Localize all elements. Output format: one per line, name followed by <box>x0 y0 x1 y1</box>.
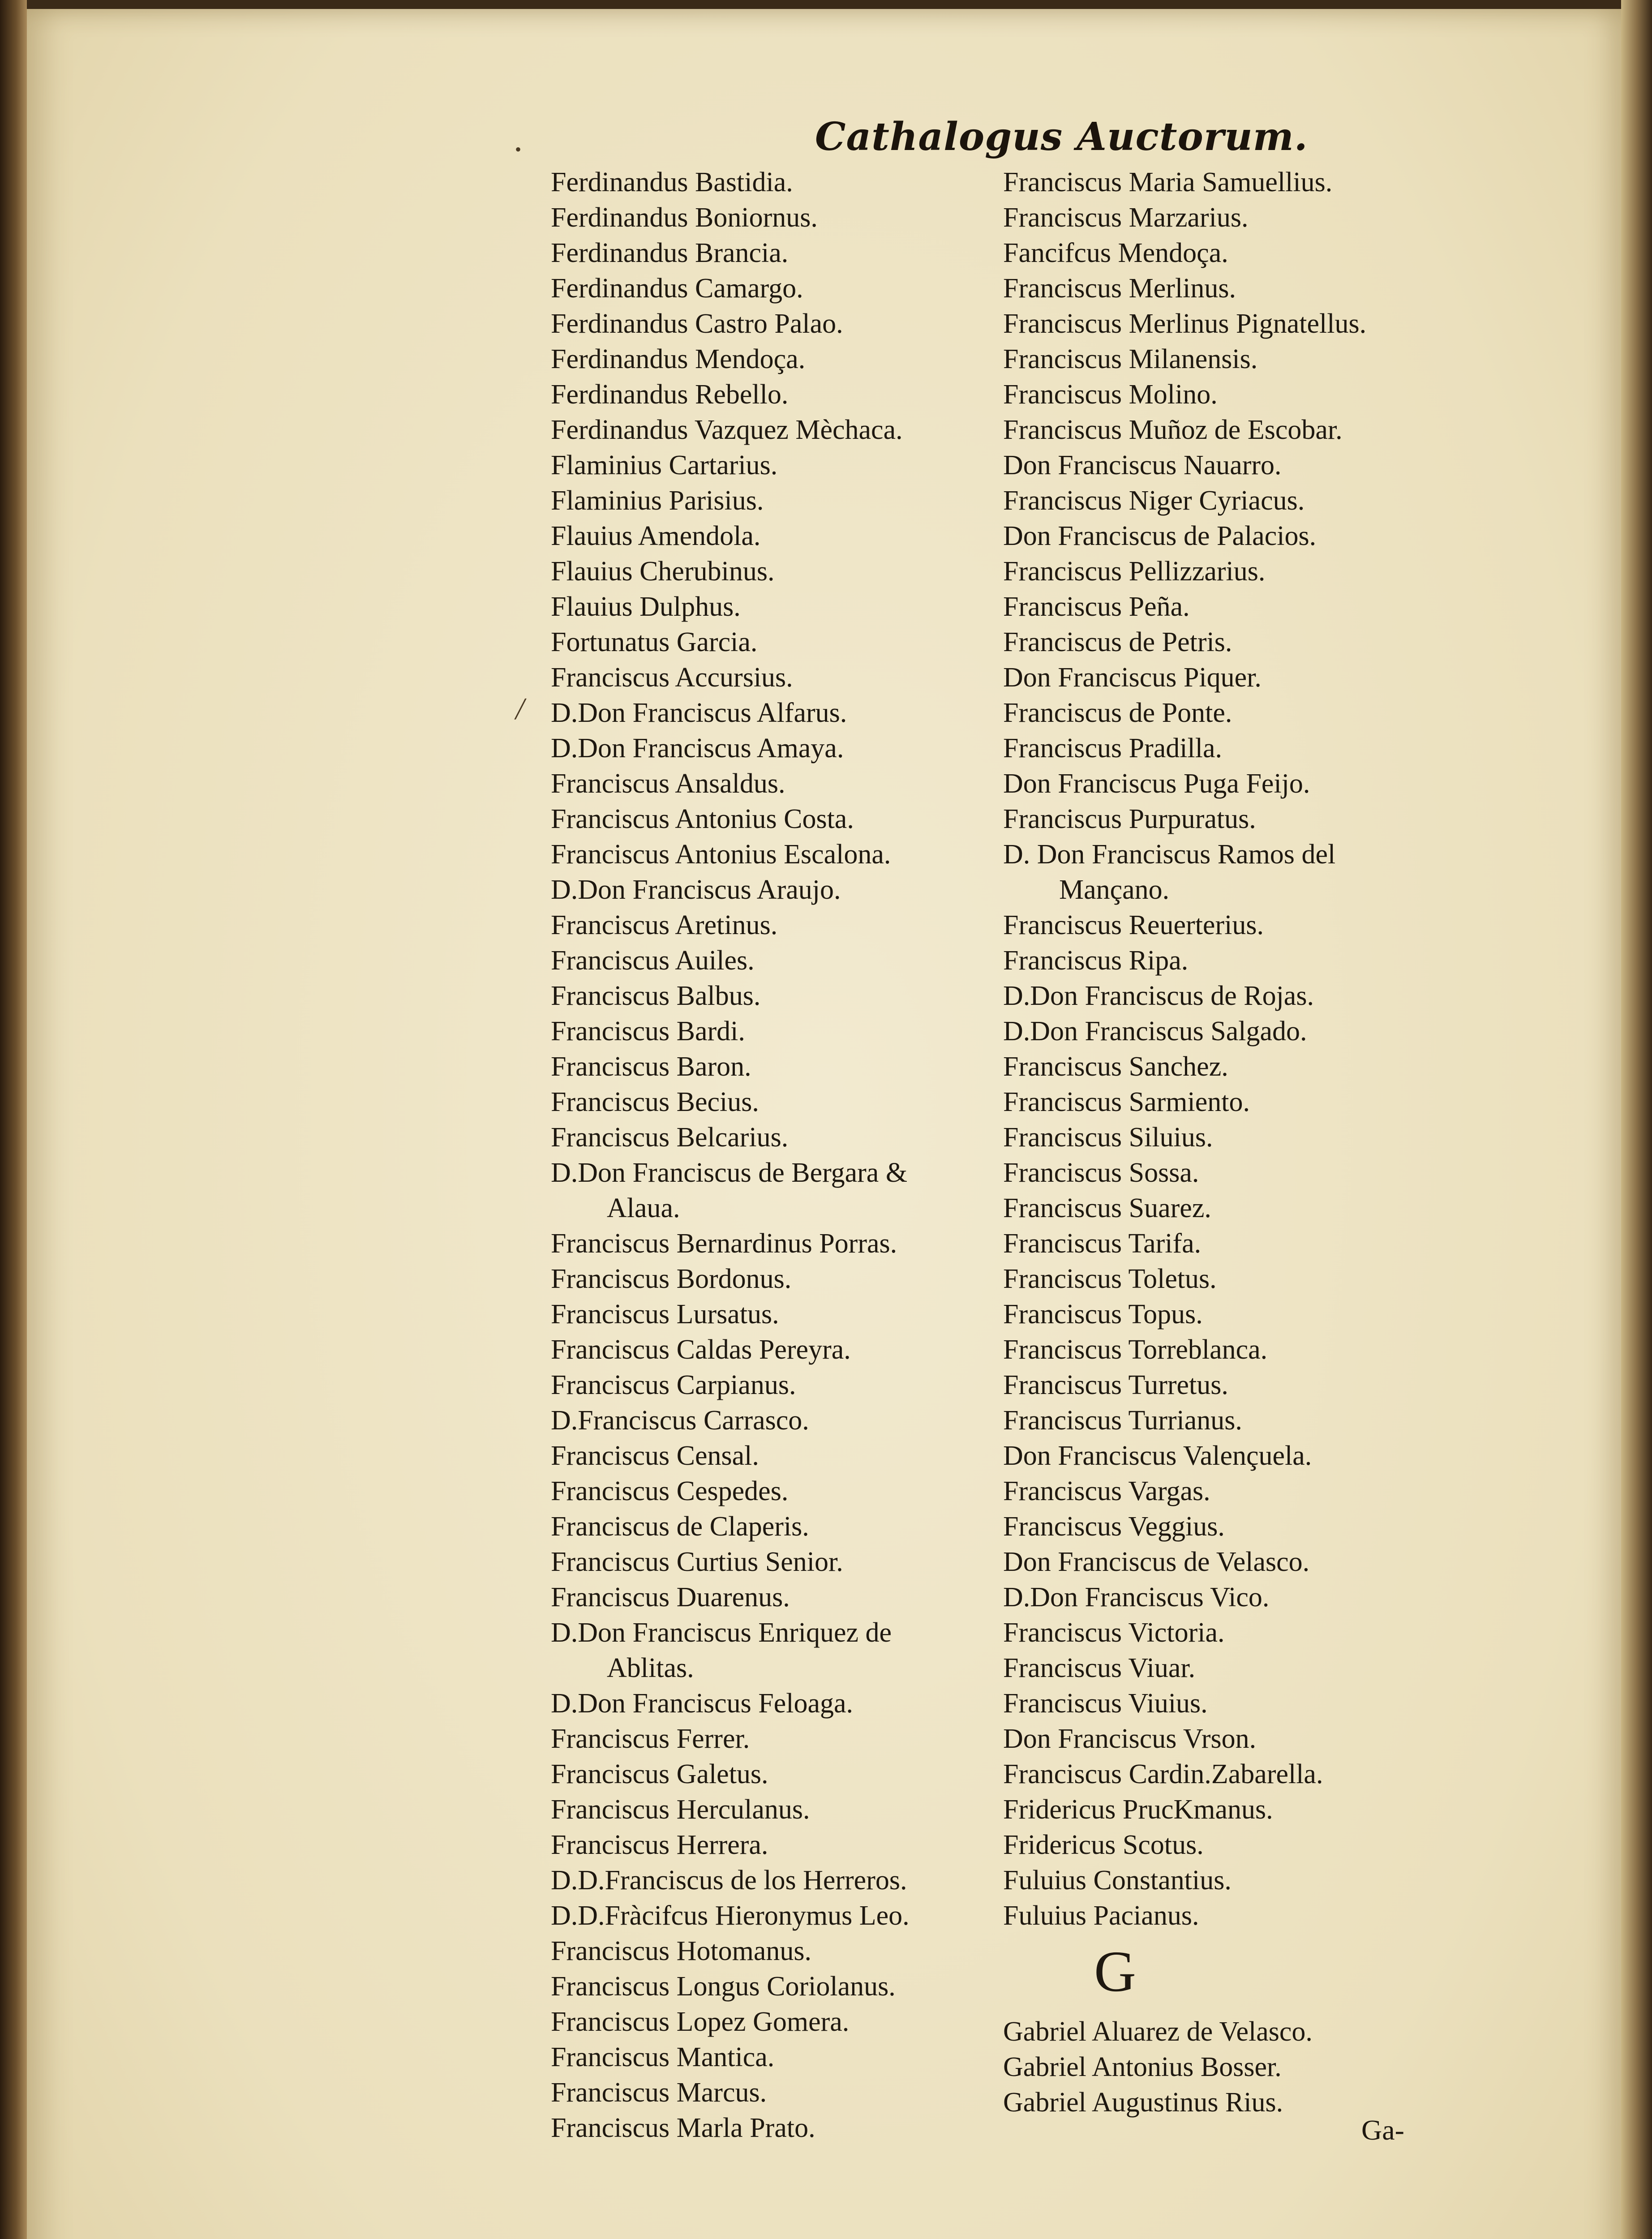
running-title: Cathalogus Auctorum. <box>815 114 1308 159</box>
author-entry: Franciscus Victoria. <box>1003 1617 1225 1648</box>
author-entry: Franciscus Sarmiento. <box>1003 1087 1250 1117</box>
author-entry: Ferdinandus Brancia. <box>551 238 789 268</box>
author-entry: Franciscus Vargas. <box>1003 1476 1210 1506</box>
author-entry: Franciscus Antonius Costa. <box>551 804 854 834</box>
author-entry: Franciscus Suarez. <box>1003 1193 1211 1223</box>
author-entry: Franciscus Marzarius. <box>1003 202 1249 233</box>
left-column <box>551 165 990 2146</box>
author-entry: Franciscus Niger Cyriacus. <box>1003 485 1305 516</box>
author-entry: D.Don Franciscus Feloaga. <box>551 1688 853 1719</box>
author-entry: Fuluius Pacianus. <box>1003 1900 1199 1931</box>
author-entry: D.Don Franciscus Salgado. <box>1003 1016 1307 1047</box>
author-entry: Franciscus Cardin.Zabarella. <box>1003 1759 1323 1789</box>
author-entry: Franciscus Merlinus Pignatellus. <box>1003 309 1367 339</box>
author-entry: D.D.Franciscus de los Herreros. <box>551 1865 907 1896</box>
author-entry: D.Don Franciscus Araujo. <box>551 875 841 905</box>
author-entry: Franciscus Belcarius. <box>551 1122 789 1153</box>
author-entry: Franciscus Caldas Pereyra. <box>551 1334 851 1365</box>
author-entry: Franciscus Lursatus. <box>551 1299 779 1330</box>
author-entry: Franciscus Lopez Gomera. <box>551 2007 850 2037</box>
author-entry: Don Franciscus Valençuela. <box>1003 1441 1312 1471</box>
author-entry: Franciscus Auiles. <box>551 945 755 976</box>
author-entry: Franciscus Turretus. <box>1003 1370 1228 1400</box>
author-entry: Franciscus Carpianus. <box>551 1370 796 1400</box>
author-entry: Franciscus Cespedes. <box>551 1476 789 1506</box>
author-entry: Gabriel Antonius Bosser. <box>1003 2052 1282 2082</box>
author-entry: Flauius Amendola. <box>551 521 761 551</box>
author-entry: Ferdinandus Bastidia. <box>551 167 793 197</box>
author-entry: Franciscus Siluius. <box>1003 1122 1213 1153</box>
author-entry: Don Franciscus Piquer. <box>1003 662 1262 693</box>
author-entry: Ferdinandus Camargo. <box>551 273 803 304</box>
author-entry: Franciscus Molino. <box>1003 379 1218 410</box>
author-entry: Franciscus de Claperis. <box>551 1511 809 1542</box>
author-entry: Franciscus Bernardinus Porras. <box>551 1228 897 1259</box>
author-entry: Franciscus Marla Prato. <box>551 2113 815 2143</box>
page-edge <box>1621 0 1652 2239</box>
ink-mark: ╱ <box>515 699 526 719</box>
author-entry: Franciscus Peña. <box>1003 592 1190 622</box>
author-entry: Franciscus Veggius. <box>1003 1511 1225 1542</box>
author-entry: Franciscus Galetus. <box>551 1759 768 1789</box>
author-entry: Fridericus PrucKmanus. <box>1003 1794 1273 1825</box>
author-entry: Franciscus Viuar. <box>1003 1653 1196 1683</box>
author-entry: Fortunatus Garcia. <box>551 627 758 657</box>
author-entry: Fuluius Constantius. <box>1003 1865 1231 1896</box>
author-entry: D. Don Franciscus Ramos del <box>1003 839 1336 870</box>
author-entry: Franciscus Sanchez. <box>1003 1051 1228 1082</box>
author-entry: Franciscus Muñoz de Escobar. <box>1003 415 1343 445</box>
author-entry: Franciscus Balbus. <box>551 981 761 1011</box>
author-entry: D.Don Franciscus Vico. <box>1003 1582 1270 1613</box>
author-entry: Gabriel Augustinus Rius. <box>1003 2087 1283 2118</box>
author-entry: Franciscus Turrianus. <box>1003 1405 1242 1436</box>
author-entry: Flauius Cherubinus. <box>551 556 775 587</box>
author-entry: Don Franciscus de Palacios. <box>1003 521 1317 551</box>
author-entry: Franciscus Ferrer. <box>551 1724 750 1754</box>
catchword: Ga- <box>1361 2114 1404 2146</box>
author-entry: D.Don Franciscus de Bergara & <box>551 1158 908 1188</box>
author-entry: Franciscus Bardi. <box>551 1016 745 1047</box>
author-entry: Don Franciscus Puga Feijo. <box>1003 768 1310 799</box>
author-entry: Franciscus Longus Coriolanus. <box>551 1971 896 2002</box>
author-entry: Franciscus Aretinus. <box>551 910 778 940</box>
author-entry: Ferdinandus Castro Palao. <box>551 309 843 339</box>
author-entry: Franciscus Bordonus. <box>551 1264 792 1294</box>
author-entry: Franciscus Sossa. <box>1003 1158 1199 1188</box>
author-entry: Franciscus Purpuratus. <box>1003 804 1256 834</box>
author-entry: Gabriel Aluarez de Velasco. <box>1003 2016 1313 2047</box>
author-entry: Franciscus Pellizzarius. <box>1003 556 1266 587</box>
author-entry: Don Franciscus de Velasco. <box>1003 1547 1310 1577</box>
author-entry: Franciscus Maria Samuellius. <box>1003 167 1333 197</box>
author-entry: Franciscus Torreblanca. <box>1003 1334 1268 1365</box>
author-entry: Franciscus Hotomanus. <box>551 1936 812 1966</box>
author-entry: Alaua. <box>607 1193 680 1223</box>
author-entry: Franciscus Topus. <box>1003 1299 1203 1330</box>
author-entry: Franciscus Becius. <box>551 1087 759 1117</box>
right-column <box>1003 165 1451 2120</box>
author-entry: D.D.Fràcifcus Hieronymus Leo. <box>551 1900 910 1931</box>
author-entry: Franciscus Ansaldus. <box>551 768 785 799</box>
author-entry: Franciscus de Petris. <box>1003 627 1232 657</box>
author-entry: Franciscus Antonius Escalona. <box>551 839 891 870</box>
author-entry: Franciscus Censal. <box>551 1441 759 1471</box>
author-entry: Franciscus Herculanus. <box>551 1794 810 1825</box>
author-entry: Franciscus de Ponte. <box>1003 698 1232 728</box>
author-entry: Flaminius Cartarius. <box>551 450 778 480</box>
author-entry: Franciscus Duarenus. <box>551 1582 790 1613</box>
author-entry: Franciscus Marcus. <box>551 2077 767 2108</box>
author-entry: Franciscus Curtius Senior. <box>551 1547 843 1577</box>
author-entry: Franciscus Baron. <box>551 1051 751 1082</box>
author-entry: D.Don Franciscus Alfarus. <box>551 698 847 728</box>
author-entry: Ferdinandus Boniornus. <box>551 202 818 233</box>
author-entry: Franciscus Toletus. <box>1003 1264 1217 1294</box>
author-entry: Fancifcus Mendoça. <box>1003 238 1228 268</box>
author-entry: D.Don Franciscus Amaya. <box>551 733 844 763</box>
author-entry: Don Franciscus Vrson. <box>1003 1724 1257 1754</box>
author-entry: D.Don Franciscus Enriquez de <box>551 1617 892 1648</box>
author-entry: Franciscus Tarifa. <box>1003 1228 1201 1259</box>
author-entry: Franciscus Viuius. <box>1003 1688 1208 1719</box>
author-entry: Fridericus Scotus. <box>1003 1830 1204 1860</box>
author-entry: Franciscus Accursius. <box>551 662 793 693</box>
author-entry: Franciscus Milanensis. <box>1003 344 1258 374</box>
author-entry: Flauius Dulphus. <box>551 592 741 622</box>
author-entry: Franciscus Merlinus. <box>1003 273 1236 304</box>
author-entry: Don Franciscus Nauarro. <box>1003 450 1282 480</box>
author-entry: Franciscus Herrera. <box>551 1830 768 1860</box>
author-entry: Franciscus Mantica. <box>551 2042 775 2072</box>
author-entry: D.Franciscus Carrasco. <box>551 1405 809 1436</box>
section-letter: G <box>1094 1939 1136 2004</box>
book-gutter <box>0 0 27 2239</box>
author-entry: Franciscus Reuerterius. <box>1003 910 1264 940</box>
author-entry: Franciscus Pradilla. <box>1003 733 1223 763</box>
author-entry: D.Don Franciscus de Rojas. <box>1003 981 1314 1011</box>
ink-mark: • <box>515 139 522 159</box>
author-entry: Flaminius Parisius. <box>551 485 764 516</box>
author-entry: Ferdinandus Rebello. <box>551 379 789 410</box>
author-entry: Ferdinandus Mendoça. <box>551 344 806 374</box>
author-entry: Ferdinandus Vazquez Mèchaca. <box>551 415 903 445</box>
author-entry: Mançano. <box>1059 875 1170 905</box>
author-entry: Franciscus Ripa. <box>1003 945 1189 976</box>
author-entry: Ablitas. <box>607 1653 694 1683</box>
